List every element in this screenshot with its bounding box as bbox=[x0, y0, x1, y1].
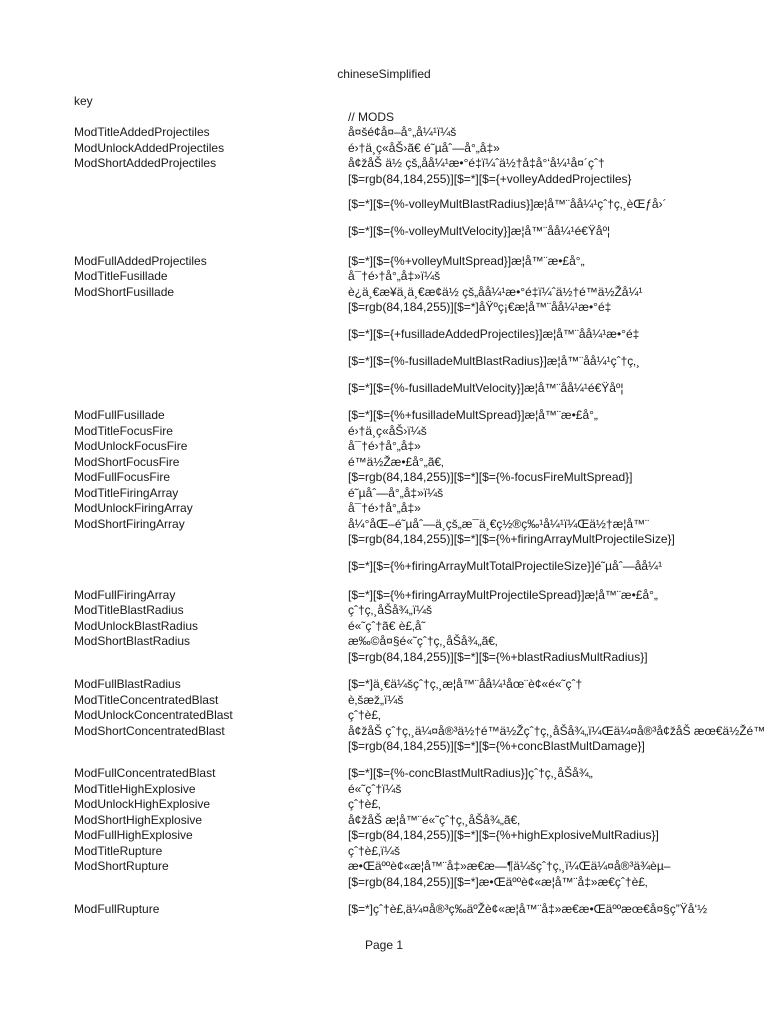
row-value: [$=rgb(84,184,255)][$=*]æ•Œäººè¢«æ¦å™¨å‡»æ€çˆ†è£‚ bbox=[348, 875, 648, 889]
table-row bbox=[0, 603, 768, 618]
row-value: [$=rgb(84,184,255)][$=*][$={%-focusFireMultSpread}] bbox=[348, 470, 633, 484]
row-value: [$=rgb(84,184,255)][$=*]åŸºç¡€æ¦å™¨åå¼¹æ•°é‡ bbox=[348, 300, 612, 314]
row-key: ModFullRupture bbox=[74, 902, 160, 916]
row-value: çˆ†ç‚¸åŠå¾„ï¼š bbox=[348, 603, 433, 617]
table-row bbox=[0, 902, 768, 917]
table-row bbox=[0, 486, 768, 501]
row-value: è‚šæž„ï¼š bbox=[348, 693, 404, 707]
row-value: [$=*]çˆ†è£‚ä¼¤å®³ç‰äºŽè¢«æ¦å™¨å‡»æ€æ•Œäººæœ€å¤§ç”Ÿå‘½ bbox=[348, 902, 708, 916]
row-key: ModFullFusillade bbox=[74, 408, 165, 422]
table-row bbox=[0, 197, 768, 212]
table-row bbox=[0, 327, 768, 342]
row-key: ModTitleFiringArray bbox=[74, 486, 179, 500]
row-key: ModUnlockFiringArray bbox=[74, 501, 193, 515]
table-row bbox=[0, 859, 768, 874]
table-row bbox=[0, 724, 768, 739]
table-row bbox=[0, 677, 768, 692]
row-value: çˆ†è£‚ bbox=[348, 797, 381, 811]
row-key: ModTitleAddedProjectiles bbox=[74, 125, 210, 139]
row-key: ModUnlockConcentratedBlast bbox=[74, 708, 233, 722]
row-value: é«˜çˆ†ï¼š bbox=[348, 782, 402, 796]
table-row bbox=[0, 172, 768, 187]
row-value: è¿ä¸€æ¥ä¸ä¸€æ¢ä½ çš„åå¼¹æ•°é‡ï¼ˆä½†é™ä½Žå¼¹ bbox=[348, 285, 643, 299]
row-value: é™ä½Žæ•£å°„ã€‚ bbox=[348, 455, 444, 469]
table-row bbox=[0, 588, 768, 603]
table-row bbox=[0, 110, 768, 125]
table-row bbox=[0, 125, 768, 140]
row-value: [$=*][$={%-volleyMultBlastRadius}]æ¦å™¨åå¼¹çˆ†ç‚¸èŒƒå›´ bbox=[348, 197, 667, 211]
row-key: ModShortFocusFire bbox=[74, 455, 180, 469]
table-row bbox=[0, 693, 768, 708]
row-key: ModTitleHighExplosive bbox=[74, 782, 196, 796]
row-value: [$=*][$={%+firingArrayMultProjectileSpread}]æ¦å™¨æ•£å°„ bbox=[348, 588, 658, 602]
row-key: ModShortRupture bbox=[74, 859, 169, 873]
table-row bbox=[0, 501, 768, 516]
table-row bbox=[0, 354, 768, 369]
row-value: [$=rgb(84,184,255)][$=*][$={%+firingArrayMultProjectileSize}] bbox=[348, 532, 675, 546]
row-key: ModUnlockAddedProjectiles bbox=[74, 141, 225, 155]
row-value: [$=*][$={%+volleyMultSpread}]æ¦å™¨æ•£å°„ bbox=[348, 254, 585, 268]
table-row bbox=[0, 424, 768, 439]
row-key: ModTitleFusillade bbox=[74, 269, 168, 283]
row-key: ModShortHighExplosive bbox=[74, 813, 203, 827]
row-value: é›†ä¸ç«åŠ›ï¼š bbox=[348, 424, 427, 438]
table-row bbox=[0, 517, 768, 532]
row-value: [$=*][$={+fusilladeAddedProjectiles}]æ¦å™¨åå¼¹æ•°é‡ bbox=[348, 327, 640, 341]
table-row bbox=[0, 619, 768, 634]
table-row bbox=[0, 634, 768, 649]
table-row bbox=[0, 94, 768, 109]
page-title: chineseSimplified bbox=[337, 67, 431, 81]
row-value: [$=rgb(84,184,255)][$=*][$={%+concBlastMultDamage}] bbox=[348, 739, 645, 753]
row-value: [$=rgb(84,184,255)][$=*][$={+volleyAddedProjectiles} bbox=[348, 172, 632, 186]
page-number: Page 1 bbox=[364, 938, 404, 952]
table-row bbox=[0, 828, 768, 843]
row-value: å¢žåŠ æ¦å™¨é«˜çˆ†ç‚¸åŠå¾„ã€‚ bbox=[348, 813, 520, 827]
row-value: å¯†é›†å°„å‡» bbox=[348, 501, 421, 515]
table-row bbox=[0, 381, 768, 396]
table-row bbox=[0, 439, 768, 454]
row-key: ModFullFocusFire bbox=[74, 470, 171, 484]
table-row bbox=[0, 813, 768, 828]
table-row bbox=[0, 285, 768, 300]
row-key: ModTitleBlastRadius bbox=[74, 603, 184, 617]
row-value: [$=*][$={%-fusilladeMultVelocity}]æ¦å™¨åå¼¹é€Ÿåº¦ bbox=[348, 381, 624, 395]
table-row bbox=[0, 739, 768, 754]
table-row bbox=[0, 470, 768, 485]
row-key: ModFullBlastRadius bbox=[74, 677, 181, 691]
row-value: [$=*][$={%+fusilladeMultSpread}]æ¦å™¨æ•£å°„ bbox=[348, 408, 598, 422]
table-row bbox=[0, 559, 768, 574]
table-row bbox=[0, 844, 768, 859]
row-value: å¢žåŠ çˆ†ç‚¸ä¼¤å®³ä½†é™ä½Žçˆ†ç‚¸åŠå¾„ï¼Œä¼¤å®³å¢žåŠ æœ€ä½Žé™ bbox=[348, 724, 766, 738]
row-value: [$=rgb(84,184,255)][$=*][$={%+highExplosiveMultRadius}] bbox=[348, 828, 659, 842]
row-key: ModTitleRupture bbox=[74, 844, 163, 858]
row-value: é›†ä¸ç«åŠ›ã€ é˜µåˆ—å°„å‡» bbox=[348, 141, 500, 155]
row-key: ModShortAddedProjectiles bbox=[74, 156, 217, 170]
row-key: key bbox=[74, 94, 93, 108]
row-key: ModFullConcentratedBlast bbox=[74, 766, 216, 780]
table-row bbox=[0, 300, 768, 315]
row-value: æ•Œäººè¢«æ¦å™¨å‡»æ€æ—¶ä¼šçˆ†ç‚¸ï¼Œä¼¤å®³ä¾èµ– bbox=[348, 859, 671, 873]
row-value: å¯†é›†å°„å‡»ï¼š bbox=[348, 269, 441, 283]
row-key: ModTitleConcentratedBlast bbox=[74, 693, 219, 707]
row-value: å¯†é›†å°„å‡» bbox=[348, 439, 421, 453]
row-value: å¤šé¢å¤–å°„å¼¹ï¼š bbox=[348, 125, 457, 139]
row-key: ModUnlockBlastRadius bbox=[74, 619, 199, 633]
row-value: å¼°åŒ–é˜µåˆ—ä¸çš„æ¯ä¸€ç½®ç‰¹å¼¹ï¼Œä½†æ¦å™¨ bbox=[348, 517, 650, 531]
row-value: [$=*][$={%+firingArrayMultTotalProjectileSize}]é˜µåˆ—åå¼¹ bbox=[348, 559, 663, 573]
row-value: // MODS bbox=[348, 110, 395, 124]
row-value: [$=rgb(84,184,255)][$=*][$={%+blastRadiusMultRadius}] bbox=[348, 650, 648, 664]
table-row bbox=[0, 408, 768, 423]
row-value: çˆ†è£‚ bbox=[348, 708, 381, 722]
row-value: é«˜çˆ†ã€ è£‚å˜ bbox=[348, 619, 426, 633]
row-key: ModTitleFocusFire bbox=[74, 424, 173, 438]
row-key: ModFullHighExplosive bbox=[74, 828, 193, 842]
row-value: [$=*][$={%-concBlastMultRadius}]çˆ†ç‚¸åŠå¾„ bbox=[348, 766, 593, 780]
row-key: ModUnlockHighExplosive bbox=[74, 797, 211, 811]
row-key: ModFullAddedProjectiles bbox=[74, 254, 207, 268]
table-row bbox=[0, 532, 768, 547]
row-key: ModShortBlastRadius bbox=[74, 634, 191, 648]
table-row bbox=[0, 797, 768, 812]
table-row bbox=[0, 708, 768, 723]
row-value: å¢žåŠ ä½ çš„åå¼¹æ•°é‡ï¼ˆä½†å‡å°‘å¼¹å¤´çˆ† bbox=[348, 156, 605, 170]
table-row bbox=[0, 650, 768, 665]
table-row bbox=[0, 782, 768, 797]
row-key: ModShortConcentratedBlast bbox=[74, 724, 225, 738]
row-key: ModShortFiringArray bbox=[74, 517, 185, 531]
row-key: ModFullFiringArray bbox=[74, 588, 176, 602]
table-row bbox=[0, 156, 768, 171]
table-row bbox=[0, 455, 768, 470]
table-row bbox=[0, 875, 768, 890]
row-value: [$=*]ä¸€ä¼šçˆ†ç‚¸æ¦å™¨åå¼¹åœ¨è¢«é«˜çˆ† bbox=[348, 677, 583, 691]
row-value: [$=*][$={%-volleyMultVelocity}]æ¦å™¨åå¼¹é€Ÿåº¦ bbox=[348, 224, 611, 238]
table-row bbox=[0, 224, 768, 239]
row-value: çˆ†è£‚ï¼š bbox=[348, 844, 401, 858]
row-value: é˜µåˆ—å°„å‡»ï¼š bbox=[348, 486, 444, 500]
row-value: æ‰©å¤§é«˜çˆ†ç‚¸åŠå¾„ã€‚ bbox=[348, 634, 498, 648]
table-row bbox=[0, 254, 768, 269]
row-key: ModShortFusillade bbox=[74, 285, 175, 299]
table-row bbox=[0, 141, 768, 156]
row-key: ModUnlockFocusFire bbox=[74, 439, 188, 453]
row-value: [$=*][$={%-fusilladeMultBlastRadius}]æ¦å™¨åå¼¹çˆ†ç‚¸ bbox=[348, 354, 640, 368]
table-row bbox=[0, 269, 768, 284]
table-row bbox=[0, 766, 768, 781]
